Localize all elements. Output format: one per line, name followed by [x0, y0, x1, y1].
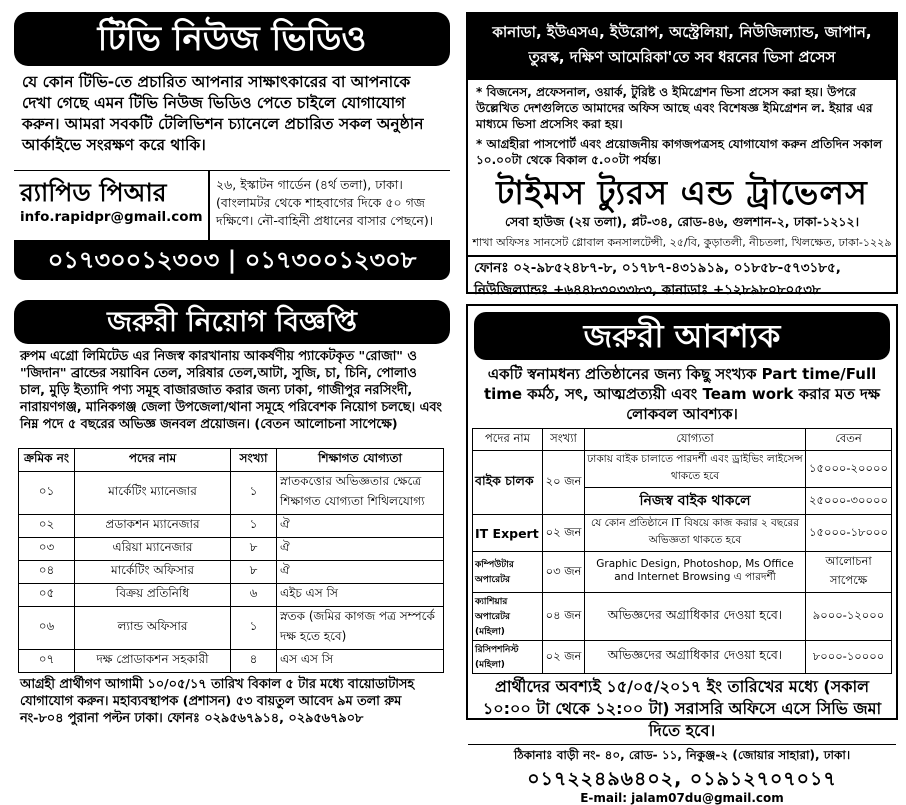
table-row — [19, 472, 444, 515]
cell-serial: ০৫ — [19, 584, 75, 607]
table-row — [473, 515, 892, 552]
ad-urgent-table — [472, 428, 892, 674]
cell-salary: ৯০০০-১২০০০ — [806, 593, 892, 641]
cell-salary: আলোচনা সাপেক্ষে — [806, 552, 892, 593]
cell-count: ০৩ জন — [543, 552, 585, 593]
ad-tv-phones: ০১৭৩০০১২৩০৩ | ০১৭৩০০১২৩০৮ — [14, 240, 450, 280]
cell-qualification: যে কোন প্রতিষ্ঠানে IT বিষয়ে কাজ করার ২ বছরের অভিজ্ঞতা থাকতে হবে — [585, 515, 806, 552]
cell-qualification: অভিজ্ঞদের অগ্রাধিকার দেওয়া হবে। — [585, 641, 806, 674]
cell-post: এরিয়া ম্যানেজার — [75, 538, 231, 561]
cell-serial: ০৬ — [19, 607, 75, 650]
ad-urgent-email[interactable]: E-mail: jalam07du@gmail.com — [580, 791, 784, 805]
ad-job-circular — [14, 300, 450, 726]
cell-education: ঐ — [277, 538, 444, 561]
cell-count: ০২ জন — [543, 515, 585, 552]
table-row — [19, 515, 444, 538]
ad-tv-news — [14, 12, 450, 290]
cell-serial: ০৩ — [19, 538, 75, 561]
ad-urgent-phones: ০১৭২২৪৯৬৪০২, ০১৯১২৭০৭০১৭ — [527, 768, 837, 790]
table-row — [19, 561, 444, 584]
cell-post: কম্পিউটার অপারেটর — [473, 552, 543, 593]
cell-qualification: অভিজ্ঞদের অগ্রাধিকার দেওয়া হবে। — [585, 593, 806, 641]
ad-urgent-title: জরুরী আবশ্যক — [474, 312, 890, 360]
table-row — [19, 650, 444, 673]
cell-qualification: নিজস্ব বাইক থাকলে — [585, 488, 806, 515]
ad-visa-branch: শাখা অফিসঃ সানসেট গ্লোবাল কনসালটেন্সী, ২৫/বি, কুড়াতলী, নীচতলা, খিলক্ষেত, ঢাকা-১২২৯ — [468, 234, 896, 257]
ad-visa-company: টাইমস ট্যুরস এন্ড ট্রাভেলস — [496, 173, 868, 212]
col-qualification: যোগ্যতা — [585, 429, 806, 451]
cell-post: রিসিপশনিস্ট (মহিলা) — [473, 641, 543, 674]
ad-urgent-address: ঠিকানাঃ বাড়ী নং- ৪০, রোড- ১১, নিকুঞ্জ-২ (জোয়ার সাহারা), ঢাকা। — [468, 744, 896, 767]
cell-education: স্নতক (জমির কাগজ পত্র সম্পর্কে দক্ষ হতে হবে) — [277, 607, 444, 650]
col-count: সংখ্যা — [231, 449, 277, 472]
cell-count: ০৪ জন — [543, 593, 585, 641]
cell-post: মার্কেটিং ম্যানেজার — [75, 472, 231, 515]
cell-count: ৪ — [231, 650, 277, 673]
ad-tv-email[interactable]: info.rapidpr@gmail.com — [20, 209, 203, 225]
ad-visa-header: কানাডা, ইউএসএ, ইউরোপ, অস্ট্রেলিয়া, নিউজিল্যান্ড, জাপান, তুরস্ক, দক্ষিণ আমেরিকা'তে সব ধরনের ভিসা প্রসেস — [468, 14, 896, 80]
cell-post: বিক্রয় প্রতিনিধি — [75, 584, 231, 607]
col-post: পদের নাম — [473, 429, 543, 451]
ad-visa-phone-1: ফোনঃ ০২-৯৮৫২৪৮৭-৮, ০১৭৮৭-৪৩১৯১৯, ০১৮৫৮-৫৭৩১৮৫, — [474, 260, 841, 276]
ad-visa — [466, 12, 898, 298]
cell-serial: ০৪ — [19, 561, 75, 584]
col-count: সংখ্যা — [543, 429, 585, 451]
ad-visa-bullet-1: * বিজনেস, প্রফেসনাল, ওয়ার্ক, টুরিষ্ট ও ইমিগ্রেশন ভিসা প্রসেস করা হয়। উপরে উল্লেখিত দেশগুলিতে আমাদের অফিস আছে এবং বিশেষজ্ঞ ইমিগ্রেশন ল. ইয়ার এর মাধ্যমে ভিসা প্রসেসিং করা হয়। — [476, 85, 873, 131]
ad-tv-company: র‍্যাপিড পিআর — [20, 178, 167, 207]
cell-salary: ৮০০০-১০০০০ — [806, 641, 892, 674]
cell-count: ১ — [231, 607, 277, 650]
table-row — [19, 607, 444, 650]
cell-salary: ১৫০০০-১৮০০০ — [806, 515, 892, 552]
cell-count: ১ — [231, 472, 277, 515]
ad-urgent-deadline: প্রার্থীদের অবশ্যই ১৫/০৫/২০১৭ ইং তারিখের মধ্যে (সকাল ১০:০০ টা থেকে ১২:০০ টা) সরাসরি অফিসে এসে সিভি জমা দিতে হবে। — [482, 677, 882, 740]
table-row — [19, 538, 444, 561]
ad-visa-address: সেবা হাউজ (২য় তলা), প্লট-৩৪, রোড-৪৬, গুলশান-২, ঢাকা-১২১২। — [504, 214, 860, 229]
ad-visa-phone-2: নিউজিল্যান্ডঃ +৬৪৪৮৩০৩৩৮৩, কানাডাঃ +১২৮৯৮০৮০৫৩৮ — [474, 282, 821, 298]
cell-count: ৮ — [231, 561, 277, 584]
table-row — [473, 593, 892, 641]
ad-tv-title: টিভি নিউজ ভিডিও — [14, 12, 450, 66]
cell-post: ল্যান্ড অফিসার — [75, 607, 231, 650]
cell-salary: ২৫০০০-৩০০০০ — [806, 488, 892, 515]
cell-education: এস এস সি — [277, 650, 444, 673]
cell-education: স্নাতকত্তোর অভিজ্ঞতার ক্ষেত্রে শিক্ষাগত যোগ্যতা শিথিলযোগ্য — [277, 472, 444, 515]
ad-tv-address: ২৬, ইস্কাটন গার্ডেন (৪র্থ তলা), ঢাকা। (বাংলামটর থেকে শাহবাগের দিকে ৫০ গজ দক্ষিণে। নৌ-বাহিনী প্রধানের বাসার পেছনে)। — [216, 177, 434, 228]
cell-post: মার্কেটিং অফিসার — [75, 561, 231, 584]
table-row — [473, 552, 892, 593]
ad-job-table — [18, 448, 444, 673]
table-row — [473, 641, 892, 674]
col-salary: বেতন — [806, 429, 892, 451]
ad-urgent-requirement — [466, 304, 898, 805]
cell-serial: ০৭ — [19, 650, 75, 673]
cell-serial: ০২ — [19, 515, 75, 538]
cell-qualification: Graphic Design, Photoshop, Ms Office and Internet Browsing এ পারদর্শী — [585, 552, 806, 593]
cell-count: ৮ — [231, 538, 277, 561]
ad-job-title: জরুরী নিয়োগ বিজ্ঞপ্তি — [14, 300, 450, 344]
cell-education: ঐ — [277, 515, 444, 538]
cell-count: ৬ — [231, 584, 277, 607]
cell-count: ২০ জন — [543, 451, 585, 515]
ad-job-footer: আগ্রহী প্রার্থীগণ আগামী ১০/০৫/১৭ তারিখ বিকাল ৫ টার মধ্যে বায়োডাটাসহ যোগাযোগ করুন। মহাব্যবস্থাপক (প্রশাসন) ৫৩ বায়তুল আবেদ ৯ম তলা রুম নং-৮০৪ পুরানা পল্টন ঢাকা। ফোনঃ ০২৯৫৬৭৯১৪, ০২৯৫৬৭৯০৮ — [20, 677, 415, 726]
cell-salary: ১৫০০০-২০০০০ — [806, 451, 892, 488]
cell-education: ঐ — [277, 561, 444, 584]
table-row — [19, 584, 444, 607]
table-row — [473, 451, 892, 488]
cell-count: ০২ জন — [543, 641, 585, 674]
col-post: পদের নাম — [75, 449, 231, 472]
cell-post: দক্ষ প্রোডাকশন সহকারী — [75, 650, 231, 673]
cell-post: বাইক চালক — [473, 451, 543, 515]
col-serial: ক্রমিক নং — [19, 449, 75, 472]
cell-post: প্রডাকশন ম্যানেজার — [75, 515, 231, 538]
ad-job-body: রুপম এগ্রো লিমিটেড এর নিজস্ব কারখানায় আকর্ষণীয় প্যাকেটকৃত "রোজা" ও "জিদান" ব্রান্ডের সয়াবিন তেল, সরিষার তেল,আটা, সুজি, চা, চিনি, পোলাও চাল, মুড়ি ইত্যাদি পণ্য সমূহ বাজারজাত করার জন্য ঢাকা, গাজীপুর নরসিংদী, নারায়ণগঞ্জ, মানিকগঞ্জ জেলা উপজেলা/থানা সমূহে পরিবেশক নিয়োগ চলছে। এবং নিম্ন পদে ৫ বছরের অভিজ্ঞ জনবল প্রয়োজন। (বেতন আলোচনা সাপেক্ষে) — [20, 349, 442, 432]
cell-serial: ০১ — [19, 472, 75, 515]
cell-education: এইচ এস সি — [277, 584, 444, 607]
ad-visa-bullet-2: * আগ্রহীরা পাসপোর্ট এবং প্রয়োজনীয় কাগজপত্রসহ যোগাযোগ করুন প্রতিদিন সকাল ১০.০০টা থেকে বিকাল ৫.০০টা পর্যন্ত। — [476, 137, 883, 167]
ad-urgent-intro: একটি স্বনামধন্য প্রতিষ্ঠানের জন্য কিছু সংখ্যক Part time/Full time কর্মঠ, সৎ, আত্মপ্রত্যয়ী এবং Team work করার মত দক্ষ লোকবল আবশ্যক। — [483, 365, 881, 423]
col-education: শিক্ষাগত যোগ্যতা — [277, 449, 444, 472]
ad-tv-body: যে কোন টিভি-তে প্রচারিত আপনার সাক্ষাৎকারের বা আপনাকে দেখা গেছে এমন টিভি নিউজ ভিডিও পেতে চাইলে যোগাযোগ করুন। আমরা সবকটি টেলিভিশন চ্যানেলে প্রচারিত সকল অনুষ্ঠান আর্কাইভে সংরক্ষণ করে থাকি। — [22, 73, 424, 154]
cell-post: ক্যাশিয়ার অপারেটর (মহিলা) — [473, 593, 543, 641]
cell-qualification: ঢাকায় বাইক চালাতে পারদর্শী এবং ড্রাইভিং লাইসেন্স থাকতে হবে — [585, 451, 806, 488]
cell-count: ১ — [231, 515, 277, 538]
cell-post: IT Expert — [473, 515, 543, 552]
